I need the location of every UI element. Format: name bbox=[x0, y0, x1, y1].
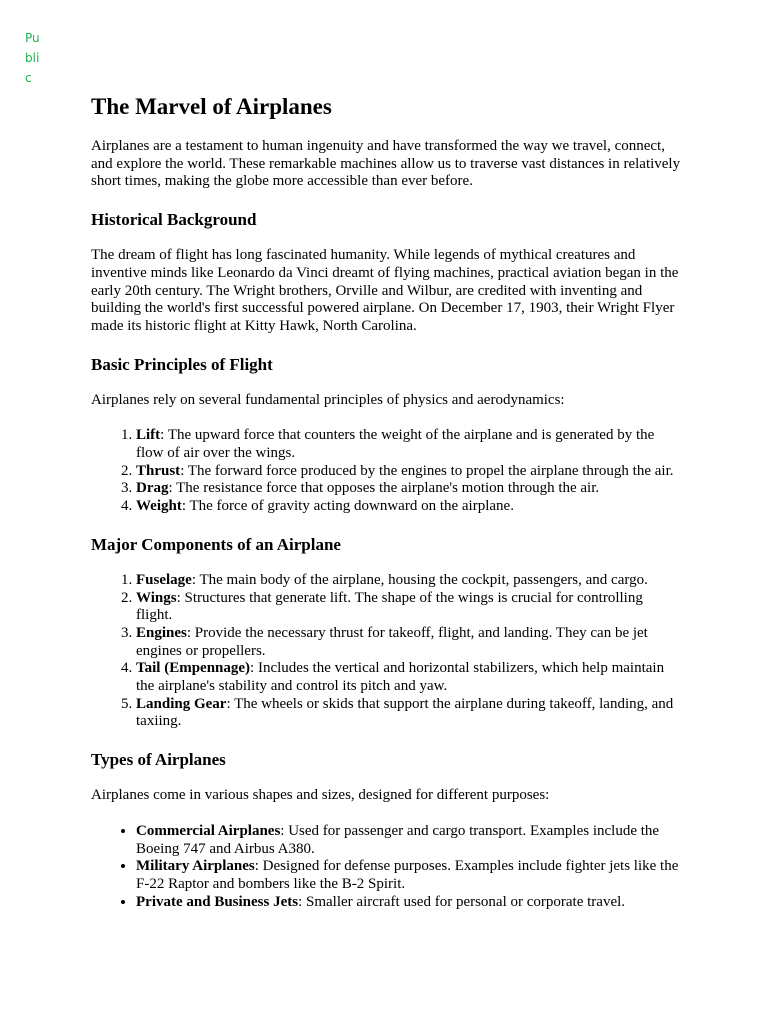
list-item-desc: : The main body of the airplane, housing the cockpit, passengers, and cargo. bbox=[191, 571, 648, 588]
list-item bbox=[136, 427, 681, 462]
list-item-term: Weight bbox=[136, 498, 182, 515]
intro-paragraph: Airplanes are a testament to human ingenuity and have transformed the way we travel, connect, and explore the world. These remarkable machines allow us to traverse vast distances in relatively short times, making the globe more accessible than ever before. bbox=[91, 138, 681, 190]
list-item bbox=[136, 696, 681, 731]
list-item-desc: : Provide the necessary thrust for takeoff, flight, and landing. They can be jet engines or propellers. bbox=[136, 624, 648, 659]
list-item-desc: : Used for passenger and cargo transport. Examples include the Boeing 747 and Airbus A380. bbox=[136, 822, 660, 857]
list-item-term: Military Airplanes bbox=[136, 858, 255, 875]
list-item-desc: : Includes the vertical and horizontal stabilizers, which help maintain the airplane's stability and control its pitch and yaw. bbox=[136, 660, 665, 695]
list-item bbox=[136, 625, 681, 660]
list-item-desc: : The upward force that counters the weight of the airplane and is generated by the flow of air over the wings. bbox=[136, 427, 655, 462]
list-item-term: Private and Business Jets bbox=[136, 893, 299, 910]
list-item bbox=[136, 823, 681, 858]
types-heading: Types of Airplanes bbox=[91, 750, 226, 770]
list-item-desc: : Structures that generate lift. The shape of the wings is crucial for controlling flight. bbox=[136, 589, 643, 624]
principles-list bbox=[91, 427, 681, 516]
types-list bbox=[91, 823, 681, 912]
list-item-desc: : The forward force produced by the engines to propel the airplane through the air. bbox=[180, 462, 674, 479]
list-item bbox=[136, 480, 681, 498]
list-item bbox=[136, 463, 681, 481]
list-item-term: Wings bbox=[136, 589, 177, 606]
types-intro: Airplanes come in various shapes and sizes, designed for different purposes: bbox=[91, 787, 550, 804]
document-title: The Marvel of Airplanes bbox=[91, 94, 332, 119]
list-item-desc: : Designed for defense purposes. Examples include fighter jets like the F-22 Raptor and bombers like the B-2 Spirit. bbox=[136, 858, 679, 892]
list-item-desc: : The resistance force that opposes the airplane's motion through the air. bbox=[168, 480, 600, 497]
list-item-term: Landing Gear bbox=[136, 695, 227, 712]
list-item bbox=[136, 498, 681, 516]
list-item-desc: : The force of gravity acting downward on the airplane. bbox=[181, 498, 514, 515]
list-item bbox=[136, 858, 681, 893]
list-item bbox=[136, 660, 681, 695]
list-item bbox=[136, 590, 681, 625]
components-heading: Major Components of an Airplane bbox=[91, 534, 341, 554]
classification-label: Public bbox=[25, 31, 40, 85]
history-paragraph: The dream of flight has long fascinated humanity. While legends of mythical creatures and inventive minds like Leonardo da Vinci dreamt of flying machines, practical aviation began in the early 20th century. The Wright brothers, Orville and Wilbur, are credited with inventing and building the world's first successful powered airplane. On December 17, 1903, their Wright Flyer made its historic flight at Kitty Hawk, North Carolina. bbox=[91, 247, 679, 334]
list-item-desc: : Smaller aircraft used for personal or corporate travel. bbox=[298, 893, 626, 910]
principles-heading: Basic Principles of Flight bbox=[91, 354, 273, 374]
principles-intro: Airplanes rely on several fundamental principles of physics and aerodynamics: bbox=[91, 391, 565, 408]
list-item-term: Commercial Airplanes bbox=[136, 822, 281, 839]
history-heading: Historical Background bbox=[91, 210, 257, 230]
document-body bbox=[91, 92, 681, 929]
list-item-term: Drag bbox=[136, 480, 169, 497]
components-list bbox=[91, 572, 681, 731]
list-item-term: Fuselage bbox=[136, 571, 192, 588]
list-item-term: Engines bbox=[136, 624, 187, 641]
list-item-term: Thrust bbox=[136, 462, 181, 479]
list-item-desc: : The wheels or skids that support the airplane during takeoff, landing, and taxiing. bbox=[136, 695, 674, 730]
list-item-term: Lift bbox=[136, 427, 161, 444]
list-item bbox=[136, 894, 681, 912]
list-item-term: Tail (Empennage) bbox=[136, 660, 251, 677]
list-item bbox=[136, 572, 681, 590]
